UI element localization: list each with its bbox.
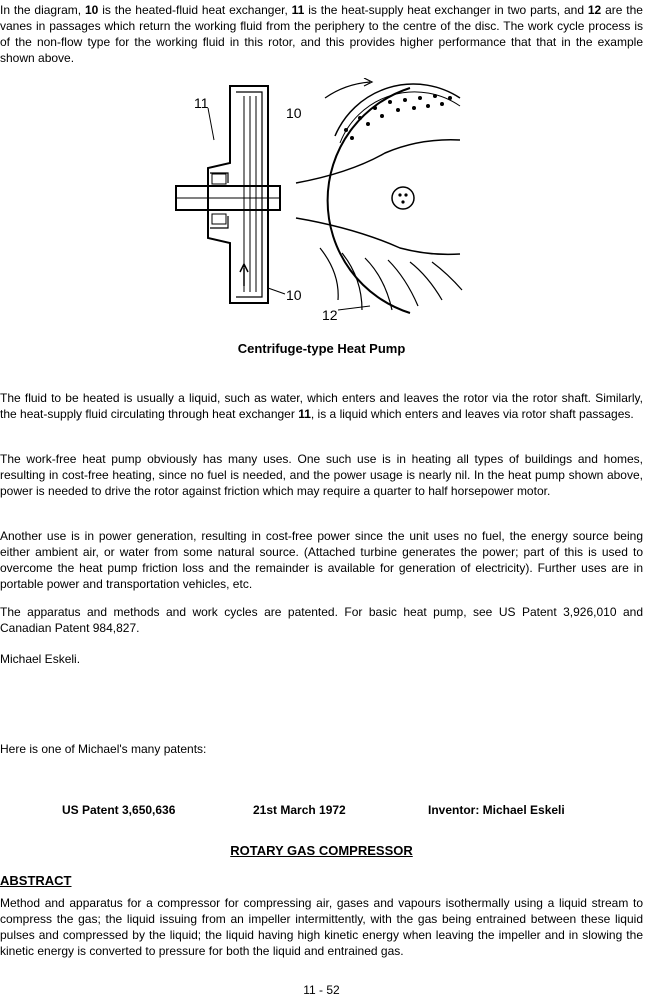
label-12: 12 — [322, 307, 338, 323]
fluid-paragraph: The fluid to be heated is usually a liquid, such as water, which enters and leaves the rotor via the rotor shaft. Similarly, the heat-supply fluid circulating through heat exchanger 11, is a liquid which enters and leaves via rotor shaft passages. — [0, 391, 643, 421]
power-generation-paragraph: Another use is in power generation, resulting in cost-free power since the unit uses no fuel, the energy source being either ambient air, or water from some natural source. (Attached turbine generates the power; part of this is used to overcome the heat pump friction loss and the remainder is available for generation of electricity). Further uses are in portable power and transportation vehicles, etc. — [0, 529, 643, 591]
patents-paragraph: The apparatus and methods and work cycles are patented. For basic heat pump, see US Patent 3,926,010 and Canadian Patent 984,827. — [0, 605, 643, 635]
abstract-text: Method and apparatus for a compressor for compressing air, gases and vapours isothermally using a liquid stream to compress the gas; the liquid issuing from an impeller intermittently, with the gas being entrained between these liquid pulses and compressed by the liquid; the liquid having high kinetic energy when leaving the impeller and in slowing the kinetic energy is converted to pressure for both the liquid and entrained gas. — [0, 896, 643, 958]
patent-date: 21st March 1972 — [253, 803, 346, 817]
figure-caption: Centrifuge-type Heat Pump — [237, 341, 406, 356]
signature: Michael Eskeli. — [0, 652, 81, 666]
label-11: 11 — [194, 95, 209, 111]
abstract-heading: ABSTRACT — [0, 873, 72, 888]
intro-paragraph: In the diagram, 10 is the heated-fluid heat exchanger, 11 is the heat-supply heat exchanger in two parts, and 12 are the vanes in passages which return the working fluid from the periphery to the centre of the disc. The work cycle process is of the non-flow type for the working fluid in this rotor, and this provides higher performance that that in the example shown above. — [0, 3, 643, 65]
label-10-top: 10 — [286, 105, 302, 121]
uses-paragraph: The work-free heat pump obviously has many uses. One such use is in heating all types of buildings and homes, resulting in cost-free heating, since no fuel is needed, and the power usage is nearly nil. In the heat pump shown above, power is needed to drive the rotor against friction which may require a quarter to half horsepower motor. — [0, 452, 643, 498]
patent-number: US Patent 3,650,636 — [62, 803, 176, 817]
label-10-bottom: 10 — [286, 287, 302, 303]
patent-title: ROTARY GAS COMPRESSOR — [230, 843, 413, 858]
heat-pump-diagram — [170, 78, 470, 323]
heat-pump-figure — [170, 78, 470, 323]
patent-info-row — [0, 803, 650, 821]
patent-inventor: Inventor: Michael Eskeli — [428, 803, 565, 817]
page-number: 11 - 52 — [303, 983, 340, 997]
patents-intro: Here is one of Michael's many patents: — [0, 742, 207, 756]
